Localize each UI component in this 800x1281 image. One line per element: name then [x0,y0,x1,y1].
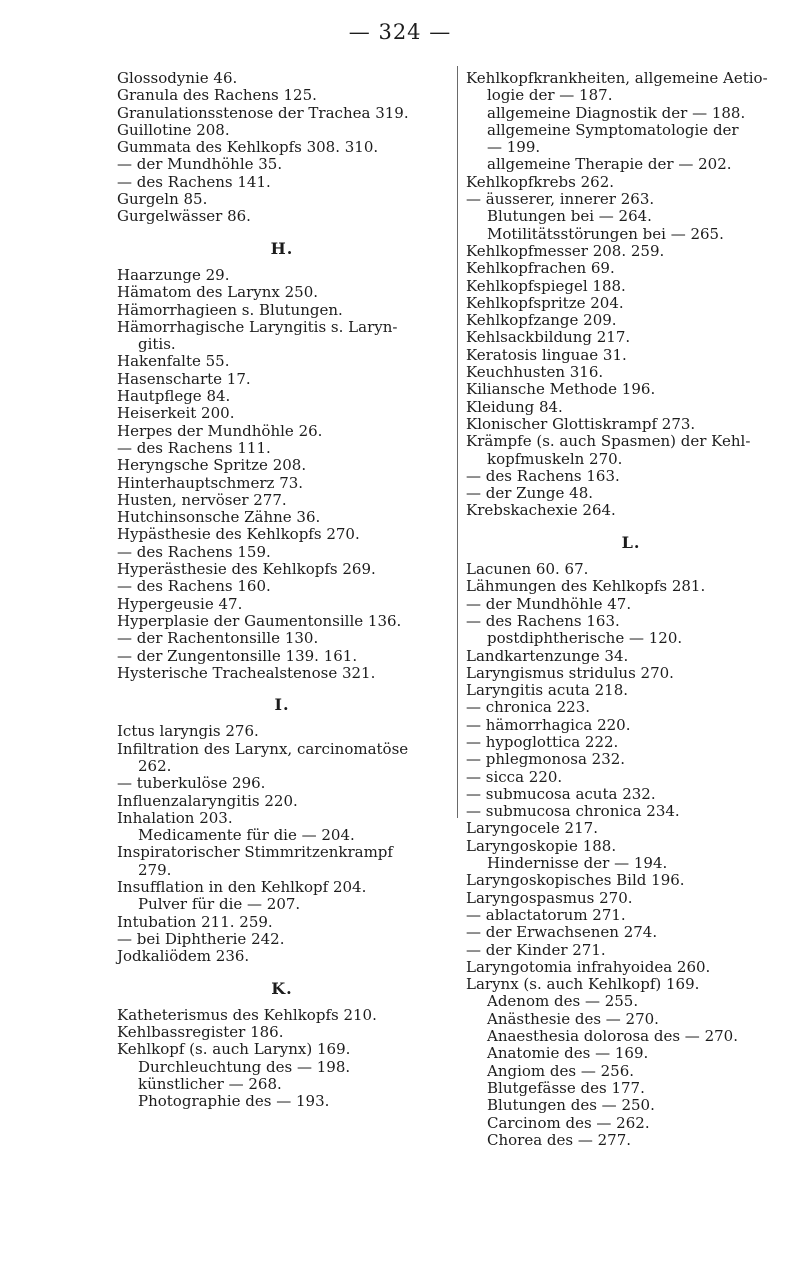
index-entry: — des Rachens 159. [117,542,271,561]
index-entry-continuation: logie der — 187. [487,86,613,105]
index-subentry: Medicamente für die — 204. [138,826,355,845]
index-entry: — des Rachens 163. [466,611,620,630]
index-entry: Laryngitis acuta 218. [466,681,629,700]
index-entry: Hämorrhagische Laryngitis s. Laryn- [117,317,398,336]
index-entry: Hypästhesie des Kehlkopfs 270. [117,525,360,544]
index-entry: Hinterhauptschmerz 73. [117,473,304,492]
index-column-left [117,70,447,1111]
index-entry: — der Zunge 48. [466,484,594,503]
index-entry: — hämorrhagica 220. [466,715,631,734]
index-entry: Husten, nervöser 277. [117,490,287,509]
index-entry: — der Mundhöhle 47. [466,594,632,613]
index-entry: Krämpfe (s. auch Spasmen) der Kehl- [466,432,751,451]
index-entry: Kehlbassregister 186. [117,1023,284,1042]
index-entry: Kiliansche Methode 196. [466,380,656,399]
page-number: — 324 — [348,20,452,44]
index-subentry: Blutungen des — 250. [487,1096,655,1115]
index-entry: Intubation 211. 259. [117,912,273,931]
index-entry: — der Rachentonsille 130. [117,629,319,648]
index-subentry: Photographie des — 193. [138,1092,330,1111]
index-entry: — der Kinder 271. [466,940,606,959]
index-entry: Granula des Rachens 125. [117,86,317,105]
index-subentry: künstlicher — 268. [138,1075,282,1094]
index-entry: — phlegmonosa 232. [466,750,626,769]
index-entry: — submucosa acuta 232. [466,784,656,803]
index-entry: — des Rachens 163. [466,466,620,485]
index-entry: Keuchhusten 316. [466,363,604,382]
index-entry: — bei Diphtherie 242. [117,929,285,948]
index-entry: — der Zungentonsille 139. 161. [117,646,358,665]
index-subentry: Durchleuchtung des — 198. [138,1057,351,1076]
index-entry: Haarzunge 29. [117,265,230,284]
index-entry: Infiltration des Larynx, carcinomatöse [117,739,409,758]
index-entry: Glossodynie 46. [117,69,238,87]
index-subentry: postdiphtherische — 120. [487,629,683,648]
index-entry: — des Rachens 160. [117,577,271,596]
index-entry-continuation: 262. [138,756,172,775]
index-entry: Laryngospasmus 270. [466,888,633,907]
index-subentry: Motilitätsstörungen bei — 265. [487,224,724,243]
index-entry: Insufflation in den Kehlkopf 204. [117,878,367,897]
index-entry: — tuberkulöse 296. [117,774,266,793]
index-entry: Kehlkopfspritze 204. [466,293,624,312]
index-entry: Kehlkopfspiegel 188. [466,276,626,295]
index-entry: Granulationsstenose der Trachea 319. [117,103,409,122]
index-entry: Hakenfalte 55. [117,352,230,371]
index-entry: Klonischer Glottiskrampf 273. [466,414,696,433]
index-entry: Hasenscharte 17. [117,369,251,388]
index-entry: — der Mundhöhle 35. [117,155,283,174]
index-subentry: Pulver für die — 207. [138,895,301,914]
index-entry: Hyperplasie der Gaumentonsille 136. [117,611,402,630]
index-column-right [466,70,796,1149]
index-entry: Hutchinsonsche Zähne 36. [117,508,321,527]
index-entry: Hautpflege 84. [117,387,231,406]
index-entry: Krebskachexie 264. [466,501,616,520]
index-entry: — des Rachens 141. [117,172,271,191]
index-subentry: Hindernisse der — 194. [487,854,668,873]
index-entry: Kehlkopf (s. auch Larynx) 169. [117,1040,351,1059]
index-entry: Laryngismus stridulus 270. [466,663,674,682]
index-entry: Guillotine 208. [117,120,230,139]
index-entry: Kehlkopfkrebs 262. [466,172,615,191]
index-entry: Heiserkeit 200. [117,404,235,423]
index-entry: Laryngotomia infrahyoidea 260. [466,957,711,976]
index-entry: Laryngoskopisches Bild 196. [466,871,685,890]
column-divider [457,66,458,818]
index-subentry: Angiom des — 256. [487,1061,635,1080]
index-entry: Gurgeln 85. [117,190,208,209]
index-subentry: Adenom des — 255. [487,992,639,1011]
index-entry-continuation: kopfmuskeln 270. [487,449,623,468]
index-entry: Laryngoskopie 188. [466,836,617,855]
index-entry-continuation: 279. [138,860,172,879]
index-subentry: Anaesthesia dolorosa des — 270. [487,1027,738,1046]
index-entry: — chronica 223. [466,698,590,717]
index-entry: Herpes der Mundhöhle 26. [117,421,323,440]
index-entry: Kehlkopfkrankheiten, allgemeine Aetio- [466,69,768,87]
index-subentry: allgemeine Diagnostik der — 188. [487,103,746,122]
index-entry: Hämorrhagieen s. Blutungen. [117,300,343,319]
index-entry: Hyperästhesie des Kehlkopfs 269. [117,560,376,579]
index-subentry: Blutungen bei — 264. [487,207,652,226]
index-entry: Katheterismus des Kehlkopfs 210. [117,1005,377,1024]
index-entry: Hämatom des Larynx 250. [117,283,319,302]
index-subentry: — 199. [487,138,541,157]
index-subentry: Anatomie des — 169. [487,1044,649,1063]
index-entry: Kehlkopfrachen 69. [466,259,615,278]
index-entry: Kehlsackbildung 217. [466,328,631,347]
section-letter-heading: I. [274,695,290,715]
index-subentry: Chorea des — 277. [487,1130,632,1149]
index-entry: Kleidung 84. [466,397,563,416]
index-entry: Keratosis linguae 31. [466,345,627,364]
index-entry: Gurgelwässer 86. [117,207,251,226]
index-entry: Kehlkopfmesser 208. 259. [466,241,665,260]
index-entry: Kehlkopfzange 209. [466,311,617,330]
index-entry: Inhalation 203. [117,808,233,827]
index-entry: Lähmungen des Kehlkopfs 281. [466,577,706,596]
index-subentry: Carcinom des — 262. [487,1113,650,1132]
index-subentry: allgemeine Therapie der — 202. [487,155,732,174]
index-entry: — äusserer, innerer 263. [466,190,655,209]
index-entry: — submucosa chronica 234. [466,802,680,821]
index-entry: Larynx (s. auch Kehlkopf) 169. [466,975,700,994]
index-entry-continuation: gitis. [138,335,176,354]
index-subentry: allgemeine Symptomatologie der [487,120,739,139]
index-entry: Laryngocele 217. [466,819,598,838]
index-subentry: Blutgefässe des 177. [487,1078,645,1097]
index-entry: Influenzalaryngitis 220. [117,791,298,810]
index-entry: — sicca 220. [466,767,563,786]
section-letter-heading: L. [621,532,641,552]
index-entry: Hysterische Trachealstenose 321. [117,663,376,682]
index-entry: Inspiratorischer Stimmritzenkrampf [117,843,393,862]
index-entry: Ictus laryngis 276. [117,722,259,741]
index-entry: — des Rachens 111. [117,438,271,457]
index-entry: Jodkaliödem 236. [117,947,250,966]
index-entry: Landkartenzunge 34. [466,646,629,665]
section-letter-heading: K. [271,978,293,998]
index-entry: Heryngsche Spritze 208. [117,456,307,475]
index-entry: Gummata des Kehlkopfs 308. 310. [117,138,379,157]
index-entry: Lacunen 60. 67. [466,560,589,579]
index-entry: — ablactatorum 271. [466,905,626,924]
index-subentry: Anästhesie des — 270. [487,1009,659,1028]
index-entry: — hypoglottica 222. [466,732,619,751]
index-entry: — der Erwachsenen 274. [466,923,658,942]
index-entry: Hypergeusie 47. [117,594,243,613]
section-letter-heading: H. [270,238,294,258]
